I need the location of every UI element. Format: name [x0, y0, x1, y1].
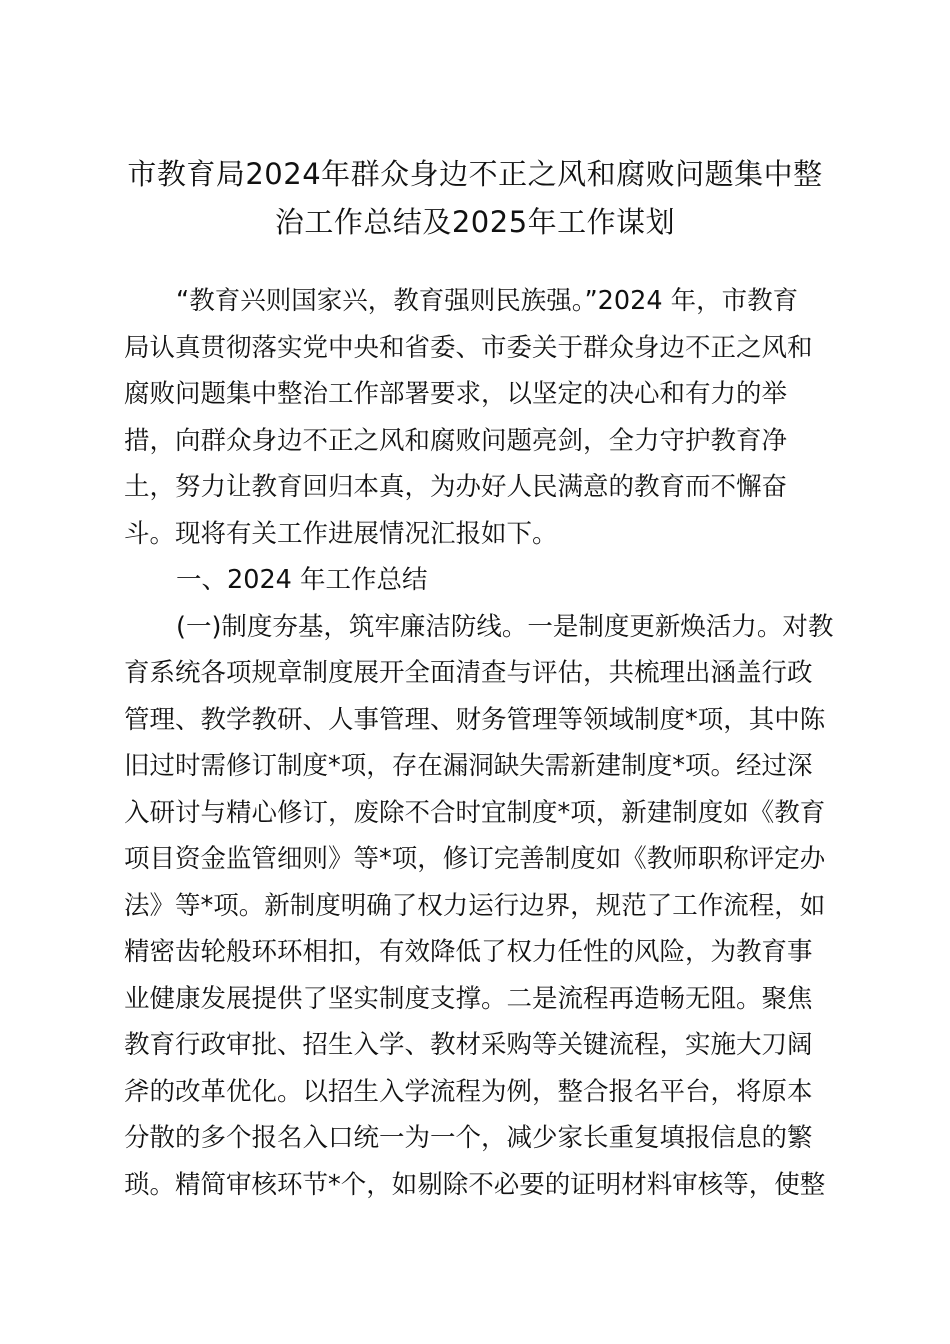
section-heading-text: 一、2024 年工作总结 — [176, 565, 428, 595]
text-line: 土，努力让教育回归本真，为办好人民满意的教育而不懈奋 — [124, 472, 788, 502]
document-title — [100, 150, 850, 246]
text-line: 旧过时需修订制度*项，存在漏洞缺失需新建制度*项。经过深 — [124, 751, 813, 781]
text-line: 腐败问题集中整治工作部署要求，以坚定的决心和有力的举 — [124, 379, 788, 409]
text-line: 育系统各项规章制度展开全面清查与评估，共梳理出涵盖行政 — [124, 658, 813, 688]
title-line-2: 治工作总结及2025年工作谋划 — [274, 205, 676, 239]
text-line: (一)制度夯基，筑牢廉洁防线。一是制度更新焕活力。对教 — [176, 611, 834, 642]
section-heading — [124, 557, 834, 604]
text-line: 教育行政审批、招生入学、教材采购等关键流程，实施大刀阔 — [124, 1030, 813, 1060]
text-line: 法》等*项。新制度明确了权力运行边界，规范了工作流程，如 — [124, 890, 826, 921]
text-line: 入研讨与精心修订，废除不合时宜制度*项，新建制度如《教育 — [124, 797, 826, 828]
text-line: 斗。现将有关工作进展情况汇报如下。 — [124, 518, 558, 549]
text-line: 措，向群众身边不正之风和腐败问题亮剑，全力守护教育净 — [124, 425, 788, 456]
text-line: “教育兴则国家兴，教育强则民族强。”2024 年，市教育 — [176, 286, 799, 316]
text-line: 局认真贯彻落实党中央和省委、市委关于群众身边不正之风和 — [124, 332, 813, 363]
text-line: 斧的改革优化。以招生入学流程为例，整合报名平台，将原本 — [124, 1076, 813, 1107]
text-line: 项目资金监管细则》等*项，修订完善制度如《教师职称评定办 — [124, 844, 826, 874]
intro-paragraph — [124, 278, 834, 557]
text-line: 业健康发展提供了坚实制度支撑。二是流程再造畅无阻。聚焦 — [124, 983, 813, 1014]
text-line: 琐。精简审核环节*个，如剔除不必要的证明材料审核等，使整 — [124, 1169, 826, 1200]
document-body — [124, 278, 834, 1208]
text-line: 精密齿轮般环环相扣，有效降低了权力任性的风险，为教育事 — [124, 937, 813, 967]
text-line: 分散的多个报名入口统一为一个，减少家长重复填报信息的繁 — [124, 1123, 813, 1153]
text-line: 管理、教学教研、人事管理、财务管理等领域制度*项，其中陈 — [124, 704, 826, 735]
section-paragraph — [124, 604, 834, 1209]
title-line-1: 市教育局2024年群众身边不正之风和腐败问题集中整 — [127, 157, 823, 191]
